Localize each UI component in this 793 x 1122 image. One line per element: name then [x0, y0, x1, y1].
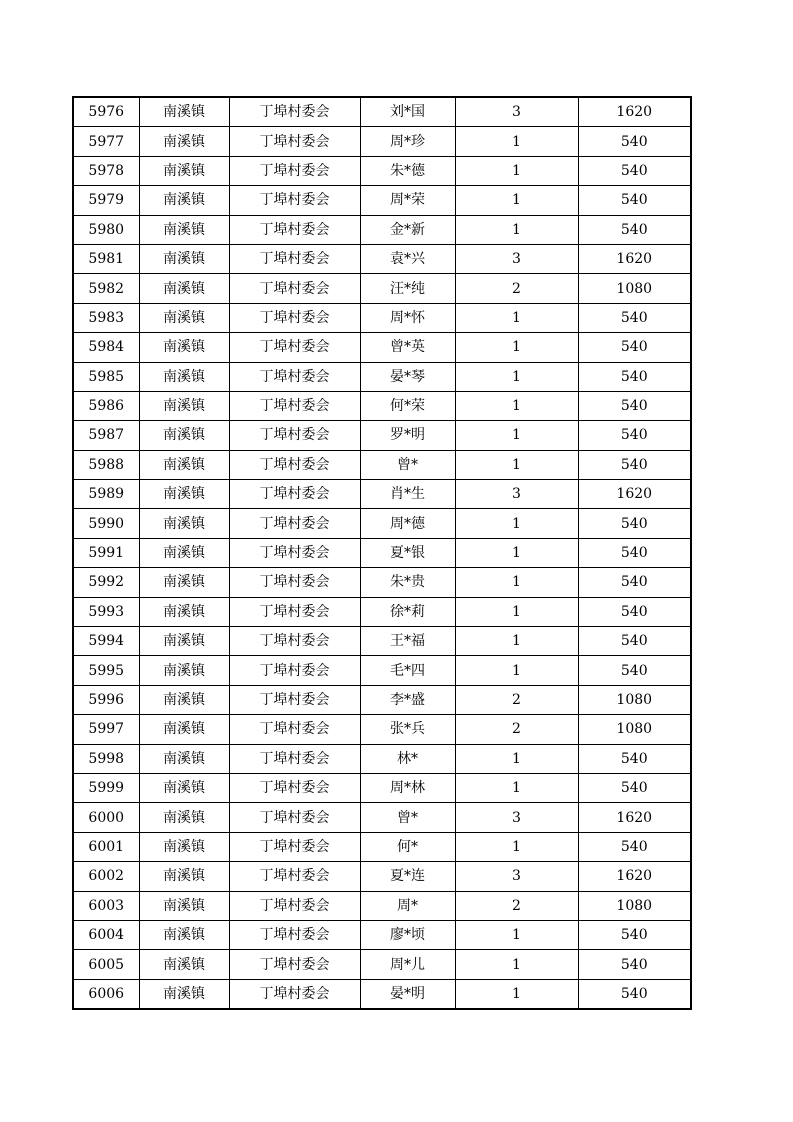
- table-row: [73, 450, 691, 479]
- amount-cell: 1620: [578, 803, 691, 832]
- township-cell: 南溪镇: [139, 715, 229, 744]
- amount-cell: 540: [578, 333, 691, 362]
- serial-number-cell: 6005: [73, 950, 139, 979]
- name-cell: 罗*明: [360, 421, 455, 450]
- household-count-cell: 3: [455, 862, 578, 891]
- name-cell: 夏*银: [360, 538, 455, 567]
- serial-number-cell: 6003: [73, 891, 139, 920]
- village-committee-cell: 丁埠村委会: [229, 627, 360, 656]
- village-committee-cell: 丁埠村委会: [229, 156, 360, 185]
- village-committee-cell: 丁埠村委会: [229, 568, 360, 597]
- table-row: [73, 97, 691, 127]
- township-cell: 南溪镇: [139, 832, 229, 861]
- household-count-cell: 3: [455, 480, 578, 509]
- serial-number-cell: 5980: [73, 215, 139, 244]
- township-cell: 南溪镇: [139, 597, 229, 626]
- amount-cell: 540: [578, 391, 691, 420]
- name-cell: 周*怀: [360, 303, 455, 332]
- name-cell: 李*盛: [360, 685, 455, 714]
- amount-cell: 1080: [578, 715, 691, 744]
- household-count-cell: 1: [455, 156, 578, 185]
- serial-number-cell: 5993: [73, 597, 139, 626]
- village-committee-cell: 丁埠村委会: [229, 244, 360, 273]
- township-cell: 南溪镇: [139, 656, 229, 685]
- amount-cell: 540: [578, 744, 691, 773]
- table-row: [73, 773, 691, 802]
- serial-number-cell: 5983: [73, 303, 139, 332]
- village-committee-cell: 丁埠村委会: [229, 744, 360, 773]
- table-row: [73, 274, 691, 303]
- village-committee-cell: 丁埠村委会: [229, 480, 360, 509]
- serial-number-cell: 5981: [73, 244, 139, 273]
- table-row: [73, 333, 691, 362]
- name-cell: 肖*生: [360, 480, 455, 509]
- village-committee-cell: 丁埠村委会: [229, 333, 360, 362]
- household-count-cell: 1: [455, 450, 578, 479]
- name-cell: 汪*纯: [360, 274, 455, 303]
- serial-number-cell: 5991: [73, 538, 139, 567]
- table-row: [73, 832, 691, 861]
- household-count-cell: 2: [455, 274, 578, 303]
- township-cell: 南溪镇: [139, 421, 229, 450]
- serial-number-cell: 5976: [73, 97, 139, 127]
- township-cell: 南溪镇: [139, 303, 229, 332]
- name-cell: 晏*明: [360, 979, 455, 1009]
- amount-cell: 1620: [578, 97, 691, 127]
- village-committee-cell: 丁埠村委会: [229, 274, 360, 303]
- serial-number-cell: 5979: [73, 186, 139, 215]
- table-row: [73, 803, 691, 832]
- serial-number-cell: 6006: [73, 979, 139, 1009]
- table-row: [73, 627, 691, 656]
- township-cell: 南溪镇: [139, 450, 229, 479]
- name-cell: 周*德: [360, 509, 455, 538]
- serial-number-cell: 5978: [73, 156, 139, 185]
- township-cell: 南溪镇: [139, 480, 229, 509]
- amount-cell: 540: [578, 303, 691, 332]
- village-committee-cell: 丁埠村委会: [229, 97, 360, 127]
- household-count-cell: 3: [455, 244, 578, 273]
- amount-cell: 1620: [578, 244, 691, 273]
- serial-number-cell: 5985: [73, 362, 139, 391]
- household-count-cell: 1: [455, 421, 578, 450]
- village-committee-cell: 丁埠村委会: [229, 715, 360, 744]
- serial-number-cell: 6001: [73, 832, 139, 861]
- household-count-cell: 1: [455, 656, 578, 685]
- amount-cell: 1080: [578, 891, 691, 920]
- name-cell: 周*林: [360, 773, 455, 802]
- village-committee-cell: 丁埠村委会: [229, 597, 360, 626]
- township-cell: 南溪镇: [139, 803, 229, 832]
- name-cell: 周*: [360, 891, 455, 920]
- serial-number-cell: 5997: [73, 715, 139, 744]
- name-cell: 金*新: [360, 215, 455, 244]
- table-row: [73, 715, 691, 744]
- name-cell: 周*珍: [360, 127, 455, 156]
- amount-cell: 540: [578, 421, 691, 450]
- name-cell: 何*荣: [360, 391, 455, 420]
- serial-number-cell: 5994: [73, 627, 139, 656]
- household-count-cell: 1: [455, 773, 578, 802]
- village-committee-cell: 丁埠村委会: [229, 450, 360, 479]
- household-count-cell: 1: [455, 509, 578, 538]
- township-cell: 南溪镇: [139, 509, 229, 538]
- township-cell: 南溪镇: [139, 538, 229, 567]
- amount-cell: 540: [578, 509, 691, 538]
- table-row: [73, 597, 691, 626]
- table-row: [73, 391, 691, 420]
- household-count-cell: 1: [455, 362, 578, 391]
- village-committee-cell: 丁埠村委会: [229, 421, 360, 450]
- village-committee-cell: 丁埠村委会: [229, 920, 360, 949]
- amount-cell: 1620: [578, 862, 691, 891]
- amount-cell: 540: [578, 186, 691, 215]
- serial-number-cell: 6004: [73, 920, 139, 949]
- table-row: [73, 244, 691, 273]
- amount-cell: 540: [578, 832, 691, 861]
- household-count-cell: 1: [455, 333, 578, 362]
- township-cell: 南溪镇: [139, 920, 229, 949]
- serial-number-cell: 5986: [73, 391, 139, 420]
- township-cell: 南溪镇: [139, 979, 229, 1009]
- village-committee-cell: 丁埠村委会: [229, 656, 360, 685]
- household-count-cell: 1: [455, 186, 578, 215]
- township-cell: 南溪镇: [139, 156, 229, 185]
- name-cell: 徐*莉: [360, 597, 455, 626]
- name-cell: 夏*连: [360, 862, 455, 891]
- household-count-cell: 1: [455, 568, 578, 597]
- village-committee-cell: 丁埠村委会: [229, 803, 360, 832]
- township-cell: 南溪镇: [139, 97, 229, 127]
- table-row: [73, 950, 691, 979]
- table-row: [73, 186, 691, 215]
- township-cell: 南溪镇: [139, 862, 229, 891]
- name-cell: 张*兵: [360, 715, 455, 744]
- township-cell: 南溪镇: [139, 773, 229, 802]
- name-cell: 晏*琴: [360, 362, 455, 391]
- household-count-cell: 2: [455, 715, 578, 744]
- serial-number-cell: 6002: [73, 862, 139, 891]
- table-row: [73, 744, 691, 773]
- household-count-cell: 2: [455, 685, 578, 714]
- household-count-cell: 1: [455, 920, 578, 949]
- village-committee-cell: 丁埠村委会: [229, 685, 360, 714]
- township-cell: 南溪镇: [139, 568, 229, 597]
- name-cell: 曾*: [360, 450, 455, 479]
- name-cell: 廖*顷: [360, 920, 455, 949]
- village-committee-cell: 丁埠村委会: [229, 891, 360, 920]
- township-cell: 南溪镇: [139, 244, 229, 273]
- serial-number-cell: 5992: [73, 568, 139, 597]
- serial-number-cell: 5995: [73, 656, 139, 685]
- village-committee-cell: 丁埠村委会: [229, 773, 360, 802]
- name-cell: 林*: [360, 744, 455, 773]
- village-committee-cell: 丁埠村委会: [229, 538, 360, 567]
- household-count-cell: 1: [455, 127, 578, 156]
- data-table: [72, 96, 692, 1010]
- table-row: [73, 421, 691, 450]
- name-cell: 周*儿: [360, 950, 455, 979]
- village-committee-cell: 丁埠村委会: [229, 215, 360, 244]
- name-cell: 袁*兴: [360, 244, 455, 273]
- village-committee-cell: 丁埠村委会: [229, 979, 360, 1009]
- village-committee-cell: 丁埠村委会: [229, 127, 360, 156]
- household-count-cell: 1: [455, 215, 578, 244]
- household-count-cell: 1: [455, 627, 578, 656]
- village-committee-cell: 丁埠村委会: [229, 391, 360, 420]
- table-row: [73, 891, 691, 920]
- township-cell: 南溪镇: [139, 333, 229, 362]
- table-row: [73, 862, 691, 891]
- village-committee-cell: 丁埠村委会: [229, 832, 360, 861]
- table-row: [73, 979, 691, 1009]
- amount-cell: 540: [578, 127, 691, 156]
- serial-number-cell: 5999: [73, 773, 139, 802]
- serial-number-cell: 5990: [73, 509, 139, 538]
- name-cell: 曾*: [360, 803, 455, 832]
- village-committee-cell: 丁埠村委会: [229, 186, 360, 215]
- amount-cell: 540: [578, 538, 691, 567]
- township-cell: 南溪镇: [139, 186, 229, 215]
- name-cell: 朱*德: [360, 156, 455, 185]
- name-cell: 王*福: [360, 627, 455, 656]
- amount-cell: 540: [578, 362, 691, 391]
- village-committee-cell: 丁埠村委会: [229, 509, 360, 538]
- household-count-cell: 3: [455, 97, 578, 127]
- serial-number-cell: 5982: [73, 274, 139, 303]
- household-count-cell: 3: [455, 803, 578, 832]
- serial-number-cell: 5977: [73, 127, 139, 156]
- household-count-cell: 1: [455, 391, 578, 420]
- household-count-cell: 1: [455, 538, 578, 567]
- township-cell: 南溪镇: [139, 391, 229, 420]
- table-row: [73, 538, 691, 567]
- name-cell: 何*: [360, 832, 455, 861]
- household-count-cell: 2: [455, 891, 578, 920]
- table-row: [73, 303, 691, 332]
- household-count-cell: 1: [455, 832, 578, 861]
- household-count-cell: 1: [455, 303, 578, 332]
- amount-cell: 540: [578, 450, 691, 479]
- village-committee-cell: 丁埠村委会: [229, 362, 360, 391]
- township-cell: 南溪镇: [139, 950, 229, 979]
- table-row: [73, 215, 691, 244]
- amount-cell: 540: [578, 773, 691, 802]
- name-cell: 曾*英: [360, 333, 455, 362]
- township-cell: 南溪镇: [139, 362, 229, 391]
- household-count-cell: 1: [455, 979, 578, 1009]
- serial-number-cell: 5998: [73, 744, 139, 773]
- township-cell: 南溪镇: [139, 627, 229, 656]
- village-committee-cell: 丁埠村委会: [229, 303, 360, 332]
- table-row: [73, 568, 691, 597]
- table-row: [73, 685, 691, 714]
- table-row: [73, 127, 691, 156]
- amount-cell: 540: [578, 979, 691, 1009]
- table-row: [73, 920, 691, 949]
- household-count-cell: 1: [455, 597, 578, 626]
- village-committee-cell: 丁埠村委会: [229, 862, 360, 891]
- amount-cell: 540: [578, 950, 691, 979]
- serial-number-cell: 6000: [73, 803, 139, 832]
- amount-cell: 540: [578, 156, 691, 185]
- name-cell: 周*荣: [360, 186, 455, 215]
- table-row: [73, 362, 691, 391]
- household-count-cell: 1: [455, 950, 578, 979]
- name-cell: 毛*四: [360, 656, 455, 685]
- table-row: [73, 509, 691, 538]
- township-cell: 南溪镇: [139, 127, 229, 156]
- amount-cell: 540: [578, 215, 691, 244]
- serial-number-cell: 5987: [73, 421, 139, 450]
- name-cell: 刘*国: [360, 97, 455, 127]
- name-cell: 朱*贵: [360, 568, 455, 597]
- township-cell: 南溪镇: [139, 891, 229, 920]
- table-body: [73, 97, 691, 1009]
- amount-cell: 540: [578, 597, 691, 626]
- amount-cell: 1080: [578, 685, 691, 714]
- amount-cell: 540: [578, 627, 691, 656]
- village-committee-cell: 丁埠村委会: [229, 950, 360, 979]
- serial-number-cell: 5984: [73, 333, 139, 362]
- amount-cell: 1080: [578, 274, 691, 303]
- table-row: [73, 480, 691, 509]
- serial-number-cell: 5988: [73, 450, 139, 479]
- household-count-cell: 1: [455, 744, 578, 773]
- amount-cell: 540: [578, 656, 691, 685]
- amount-cell: 540: [578, 568, 691, 597]
- amount-cell: 540: [578, 920, 691, 949]
- serial-number-cell: 5989: [73, 480, 139, 509]
- township-cell: 南溪镇: [139, 685, 229, 714]
- serial-number-cell: 5996: [73, 685, 139, 714]
- township-cell: 南溪镇: [139, 274, 229, 303]
- amount-cell: 1620: [578, 480, 691, 509]
- table-row: [73, 656, 691, 685]
- table-row: [73, 156, 691, 185]
- township-cell: 南溪镇: [139, 744, 229, 773]
- township-cell: 南溪镇: [139, 215, 229, 244]
